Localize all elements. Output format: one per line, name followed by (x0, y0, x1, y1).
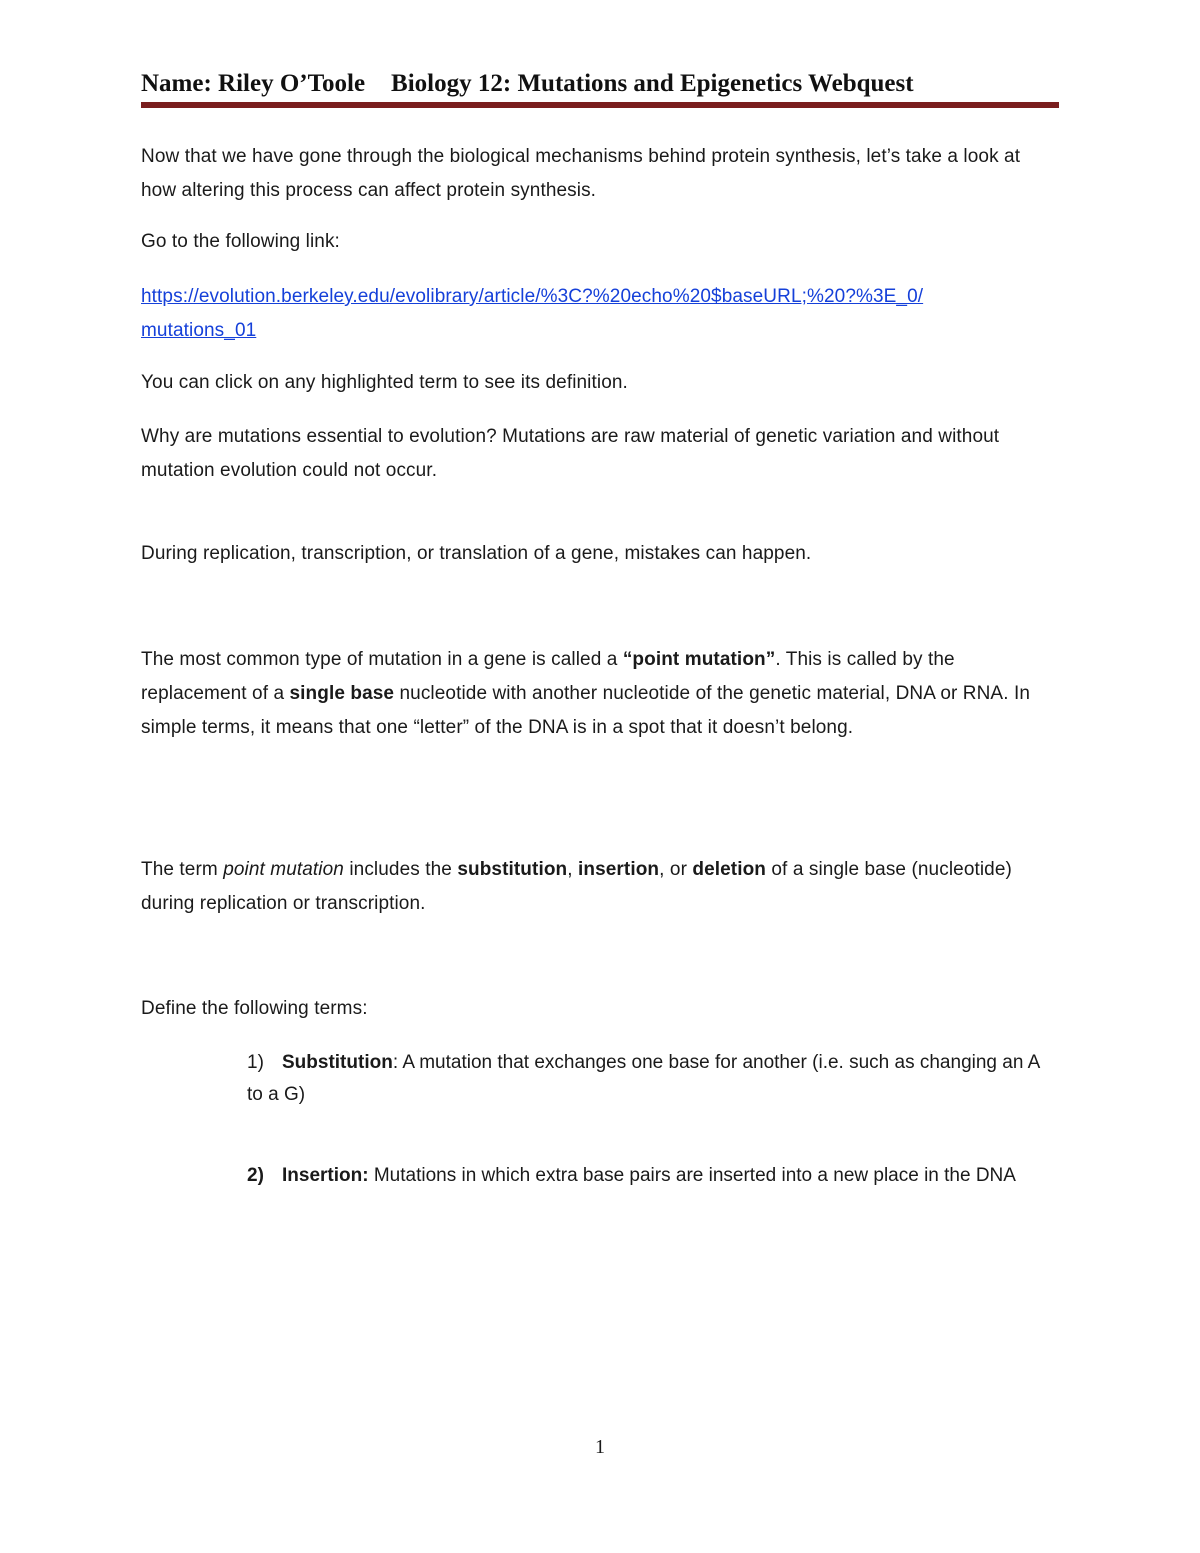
term-text-3: of a single base (nucleotide) during replication or transcription. (141, 859, 1012, 914)
term-bold-insertion: insertion (578, 859, 660, 880)
student-name: Name: Riley O’Toole (141, 70, 366, 97)
term-paragraph (141, 853, 1059, 921)
term-text-1: The term (141, 859, 224, 880)
term-sep-2: , or (659, 859, 693, 880)
definition-colon: : (392, 1052, 399, 1073)
definition-term: Substitution (282, 1052, 393, 1073)
definition-text: A mutation that exchanges one base for another (i.e. such as changing an A to a G) (247, 1052, 1040, 1105)
replication-paragraph: During replication, transcription, or translation of a gene, mistakes can happen. (141, 543, 812, 564)
term-italic-point-mutation: point mutation (223, 859, 344, 880)
definition-substitution (247, 1047, 1047, 1111)
definition-text: Mutations in which extra base pairs are inserted into a new place in the DNA (368, 1165, 1016, 1186)
term-bold-substitution: substitution (457, 859, 568, 880)
document-header (141, 70, 1059, 98)
pm-bold-point-mutation: “point mutation” (622, 649, 776, 670)
header-rule (141, 102, 1059, 108)
course-title: Biology 12: Mutations and Epigenetics Webquest (391, 70, 914, 97)
pm-text-3: nucleotide with another nucleotide of the genetic material, DNA or RNA. In simple terms, it means that one “letter” of the DNA is in a spot that it doesn’t belong. (141, 683, 1031, 738)
intro-paragraph: Now that we have gone through the biological mechanisms behind protein synthesis, let’s take a look at how altering this process can affect protein synthesis. (141, 146, 1021, 201)
term-bold-deletion: deletion (692, 859, 767, 880)
page-number: 1 (595, 1436, 605, 1458)
define-heading: Define the following terms: (141, 998, 368, 1019)
link-line-1[interactable]: https://evolution.berkeley.edu/evolibrary/article/%3C?%20echo%20$baseURL;%20?%3E_0/ (141, 286, 924, 307)
term-sep-1: , (567, 859, 578, 880)
link-line-2[interactable]: mutations_01 (141, 320, 257, 341)
pm-bold-single-base: single base (289, 683, 395, 704)
point-mutation-paragraph (141, 643, 1059, 745)
definition-term: Insertion: (282, 1165, 369, 1186)
pm-text-2: . This is called by the replacement of a (141, 649, 955, 704)
definition-insertion (247, 1160, 1047, 1192)
definition-number: 1) (247, 1052, 264, 1073)
definition-number: 2) (247, 1165, 264, 1186)
question-paragraph: Why are mutations essential to evolution? Mutations are raw material of genetic variation and without mutation evolution could not occur. (141, 426, 1000, 481)
term-text-2: includes the (343, 859, 458, 880)
click-term-text: You can click on any highlighted term to see its definition. (141, 372, 628, 393)
pm-text-1: The most common type of mutation in a gene is called a (141, 649, 623, 670)
go-to-link-text: Go to the following link: (141, 231, 340, 252)
webquest-link[interactable] (141, 280, 1059, 348)
